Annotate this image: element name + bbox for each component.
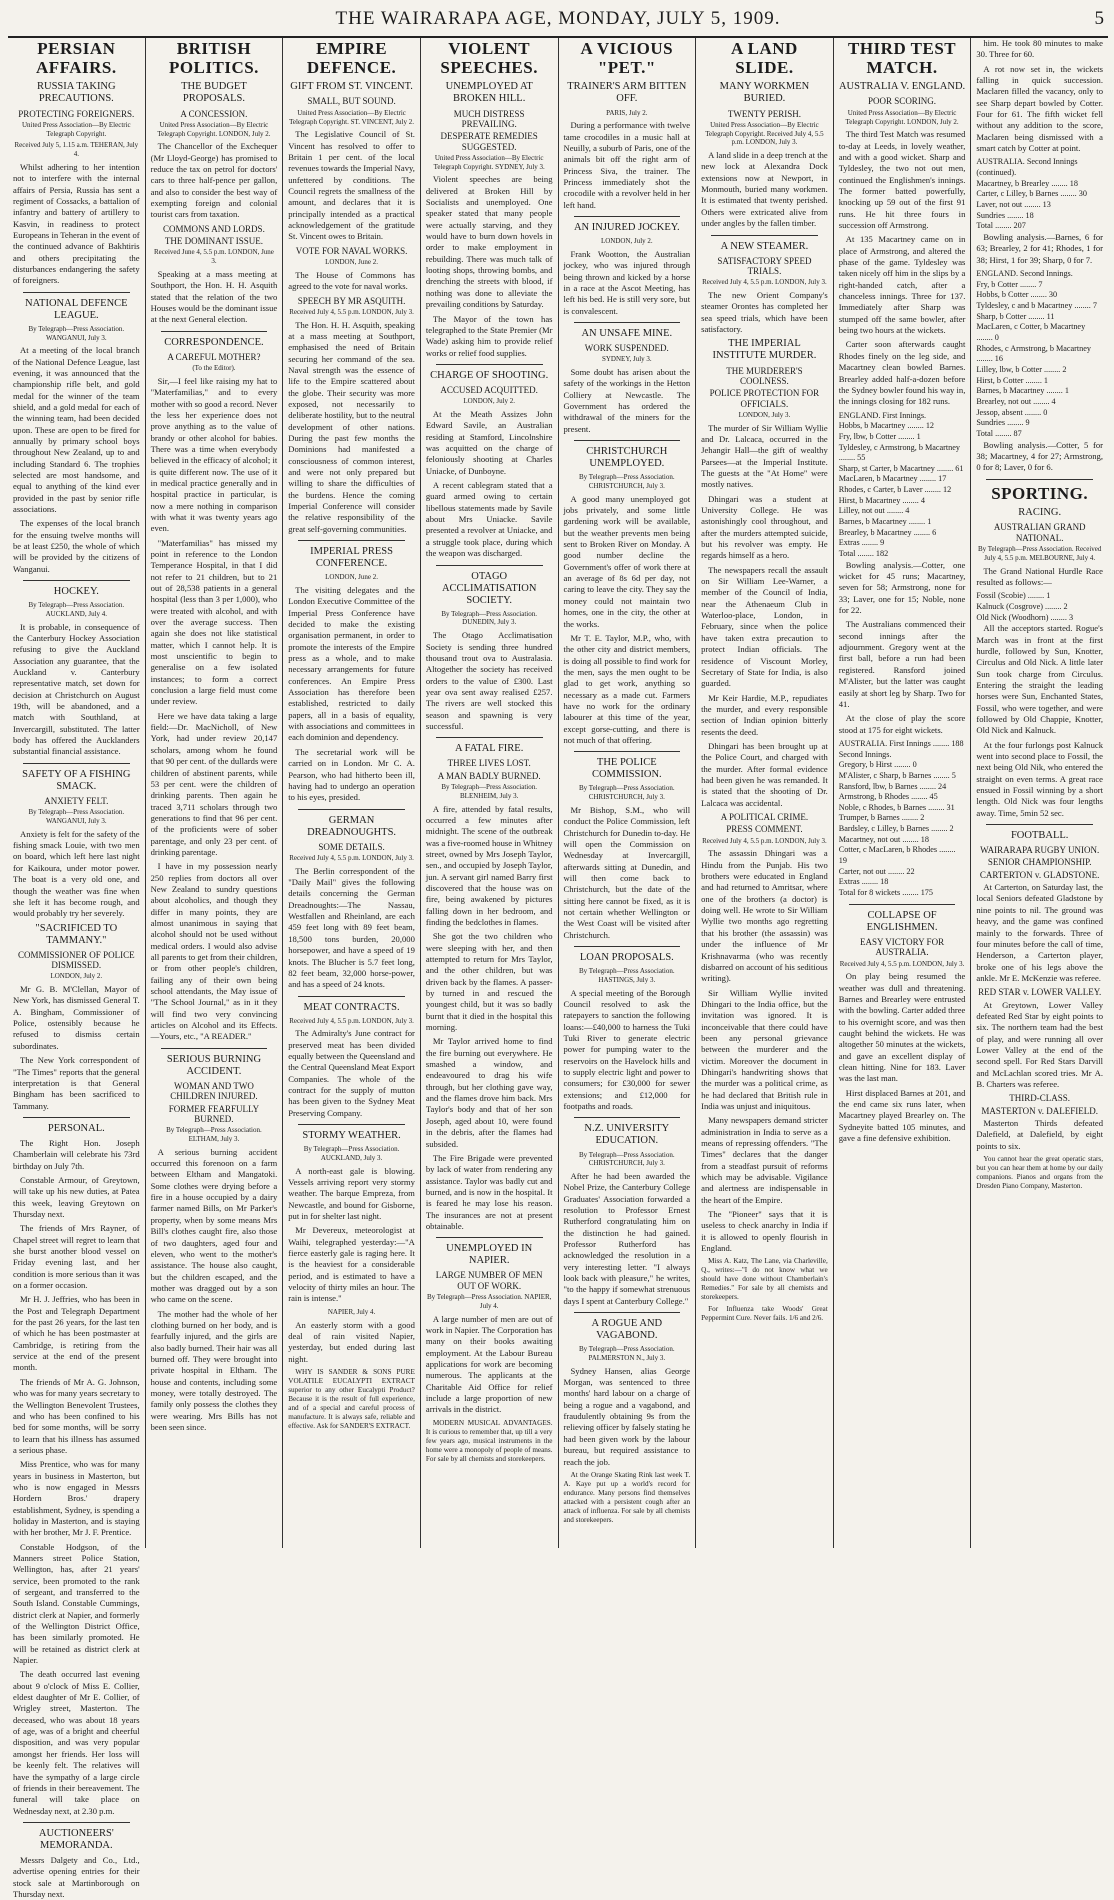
score-line: Lilley, not out ........ 4 <box>838 506 910 516</box>
article-paragraph: The Admiralty's June contract for preserved meat has been divided equally between the Queensland and the Central Queensland Meat Export Companies. The whole of the contract for the supply of mutton has been given to the Sydney Meat Preserving Company. <box>288 1028 415 1118</box>
column-rule <box>574 440 681 441</box>
article-subheading: ACCUSED ACQUITTED. <box>440 384 538 395</box>
article-paragraph: A land slide in a deep trench at the new lock at Alexandra Dock extensions now at Newport, in Monmouth, buried many workmen. It is estimated that twenty perished. Others were extricated alive from under angles by the fallen timber. <box>701 150 828 229</box>
article-paragraph: The Otago Acclimatisation Society is sending three hundred thousand trout ova to Australasia. Altogether the society has received orders to the value of £300. Last year ova sent away realised £257. The rivers are well stocked this season and spawning is very successful. <box>425 630 553 731</box>
score-line: Macartney, not out ........ 18 <box>838 834 929 844</box>
article-paragraph: The Grand National Hurdle Race resulted as follows:— <box>976 565 1103 587</box>
article-paragraph: The "Pioneer" says that it is useless to check anarchy in India if it is allowed to openly flourish in England. <box>701 1209 828 1254</box>
article-paragraph: Carter soon afterwards caught Rhodes finely on the leg side, and Macartney clean bowled Barnes. Brearley added half-a-dozen before the Sydney bowler found his way in, the innings closing for 182 runs. <box>838 339 966 407</box>
article-paragraph: A recent cablegram stated that a guard armed owing to certain libellous statements made by Savile about Mrs Uniacke. Savile presented a revolver at Uniacke, and a struggle took place, during which the weapon was discharged. <box>425 480 553 559</box>
article-subheading: MASTERTON v. DALEFIELD. <box>981 1105 1099 1116</box>
article-subheading: WORK SUSPENDED. <box>584 342 669 353</box>
article-headline: LOAN PROPOSALS. <box>579 952 674 964</box>
article-subheading: FORMER FEARFULLY BURNED. <box>168 1103 260 1124</box>
column-rule <box>711 235 818 236</box>
column-6 <box>696 38 834 1548</box>
article-paragraph: The Chancellor of the Exchequer (Mr Lloyd-George) has promised to reduce the tax on petrol for doctors' cars to three half-pence per gallon, and also to consider the best way of exempting foreign and colonial tourist cars from taxation. <box>150 141 278 220</box>
dateline: LONDON, June 2. <box>325 573 378 582</box>
score-line: Sundries ........ 18 <box>976 210 1034 220</box>
article-paragraph: The secretarial work will be carried on in London. Mr C. A. Pearson, who had hitherto been ill, having had to undergo an operation to his eyes, presided. <box>288 746 415 803</box>
advertisement-text: MODERN MUSICAL ADVANTAGES. It is curious to remember that, up till a very few years ago, musical instruments in the home were a monopoly of people of means. For sale by all chemists and storekeepers. <box>425 1418 553 1463</box>
dateline: NAPIER, July 4. <box>327 1307 376 1316</box>
column-rule <box>574 322 681 323</box>
score-line: Gregory, b Hirst ........ 0 <box>838 760 917 770</box>
article-paragraph: Bowling analysis.—Cotter, one wicket for 45 runs; Macartney, seven for 58; Armstrong, none for 33; Laver, one for 15; Noble, none for 22. <box>838 559 966 616</box>
column-rule <box>436 737 543 738</box>
score-line: Total ........ 87 <box>976 428 1022 438</box>
article-paragraph: The Australians commenced their second innings after the adjournment. Gregory went at the first ball, before a run had been registered. Ransford joined M'Alister, but the latter was caught easily at short leg by Sharp. Two for 41. <box>838 619 966 709</box>
article-subheading: WOMAN AND TWO CHILDREN INJURED. <box>170 1080 258 1102</box>
article-paragraph: Sir,—I feel like raising my hat to "Materfamilias," and to every mother with so good a record. Never the less her experience does not prove anything as to the value of brandy or other alcohol for babies. There was a time when everybody believed in the efficacy of alcohol; it is quite different now. The use of it in medical practice generally and in hospital practice in particular, is now a mere nothing in comparison with what it was twenty years ago even. <box>150 375 278 534</box>
article-headline: GIFT FROM ST. VINCENT. <box>290 81 413 93</box>
article-paragraph: At the Meath Assizes John Edward Savile, an Australian residing at Stamford, Lincolnshire was acquitted on the charge of feloniously shooting at Charles Uniacke, of Dunboyne. <box>425 409 553 476</box>
article-headline: AN INJURED JOCKEY. <box>573 222 680 233</box>
masthead <box>8 6 1108 38</box>
score-line: Macartney, b Brearley ........ 18 <box>976 178 1078 188</box>
article-subheading: DESPERATE REMEDIES SUGGESTED. <box>440 131 538 152</box>
article-subheading: POOR SCORING. <box>868 96 937 107</box>
article-paragraph: The assassin Dhingari was a Hindu from the Punjab. His two brothers were educated in England and had returned to Amritsar, where one of the brothers (a doctor) is doing well. He wrote to Sir William Wyllie two months ago regretting that his brother (the assassin) was under the influence of Mr Krishnavarma (who was recently disbarred on account of his seditious writing). <box>701 848 828 984</box>
dateline: By Telegraph—Press Association. DUNEDIN, July 3. <box>441 609 537 627</box>
column-rule <box>574 1117 681 1118</box>
article-subheading: SMALL, BUT SOUND. <box>307 96 396 107</box>
score-line: Extras ........ 9 <box>838 538 885 548</box>
score-line: Barnes, b Macartney ........ 1 <box>976 386 1069 396</box>
article-paragraph: Messrs Dalgety and Co., Ltd., advertise opening entries for their stock sale at Martinborough on Thursday next. <box>13 1855 140 1900</box>
article-paragraph: Constable Armour, of Greytown, will take up his new duties, at Patea this week, leaving Greytown on Thursday next. <box>13 1174 140 1219</box>
article-headline: A ROGUE AND VAGABOND. <box>591 1318 663 1342</box>
article-paragraph: Mr G. B. M'Clellan, Mayor of New York, has dismissed General T. A. Bingham, Commissioner of Police, ostensibly because he refused to dismiss certain subordinates. <box>13 984 140 1051</box>
article-headline: A NEW STEAMER. <box>720 240 809 252</box>
article-subheading: PRESS COMMENT. <box>726 824 803 835</box>
article-subheading: A CONCESSION. <box>180 108 248 119</box>
article-paragraph: Many newspapers demand stricter administration in India to serve as a means of repressing offenders. "The Times" declares that the danger from a steadfast pursuit of reforms which may be advisable. Vigilance and alertness are indispensable in the heart of the Empire. <box>701 1115 828 1205</box>
score-line: Trumper, b Barnes ........ 2 <box>838 813 925 823</box>
score-line: Second Innings. <box>838 749 892 759</box>
article-paragraph: The expenses of the local branch for the ensuing twelve months will be at least £250, the whole of which will be provided by the citizens of Wanganui. <box>13 518 140 574</box>
article-paragraph: Mr T. E. Taylor, M.P., who, with the other city and district members, is doing all possible to find work for the men, says the men ought to be glad to get work, anything so necessary as a made cut. Farmers have no work for the ordinary labourer at this time of the year, except gorse-cutting, and there is not much of that offering. <box>563 632 691 745</box>
score-line: Hirst, b Cotter ........ 1 <box>976 375 1049 385</box>
article-subheading: VOTE FOR NAVAL WORKS. <box>295 245 408 256</box>
score-line: AUSTRALIA. Second Innings (continued). <box>976 157 1078 178</box>
section-headline: PERSIAN AFFAIRS. <box>35 39 117 77</box>
article-paragraph: Mr Taylor arrived home to find the fire burning out everywhere. He smashed a window, and endeavoured to drag his wife through, but her clothing gave way, and the flames drove him back. Mrs Taylor's body and that of her son Joseph, aged about 10, were found in the debris, after the flames had subsided. <box>425 1036 553 1149</box>
section-headline: SPORTING. <box>991 483 1089 503</box>
score-line: Kalnuck (Cosgrove) ........ 2 <box>976 601 1068 611</box>
article-paragraph: The Hon. H. H. Asquith, speaking at a mass meeting at Southport, emphasised the need of Britain securing her command of the sea. Naval strength was the essence of life to the Empire scattered about the globe. Their security was more exposed, not necessarily to deliberate hostility, but to the neutral development of other nations. During the past few months the Dominions had manifested a consciousness of common interest, and were not only prepared but willing to share the difficulties of the burdens. Hence the coming Imperial Conference will consider the relative responsibility of the great self-governing communities. <box>288 319 415 534</box>
article-headline: MEAT CONTRACTS. <box>303 1001 400 1013</box>
article-paragraph: The newspapers recall the assault on Sir William Lee-Warner, a member of the Council of India, near the Athenaeum Club in Waterloo-place, London, in February, since when the police have taken extra precaution to protect Indian officials. The residence of Viscount Morley, Secretary of State for India, is also guarded. <box>701 564 828 689</box>
article-paragraph: The New York correspondent of "The Times" reports that the general interpretation is that General Bingham has been sacrificed to Tammany. <box>13 1055 140 1111</box>
article-paragraph: The Legislative Council of St. Vincent has resolved to offer to Britain 1 per cent. of the local revenues towards the Imperial Navy, unfettered by conditions. The Council regrets the smallness of the amount, and declares that it is principally intended as a practical acknowledgement of the gratitude St. Vincent owes to Britain. <box>288 129 415 242</box>
article-subheading: THREE LIVES LOST. <box>447 758 531 769</box>
article-paragraph: Whilst adhering to her intention not to interfere with the internal affairs of Persia, Russia has sent a regiment of Cossacks, a battalion of infantry and battery of artillery to Kasvin, in readiness to protect Europeans in Teheran in the event of the continued advance of Bakhtiris and others precipitating the disturbances endangering the safety of foreigners. <box>13 161 140 286</box>
column-rule <box>23 1117 130 1118</box>
score-line: Lilley, lbw, b Cotter ........ 2 <box>976 364 1067 374</box>
article-paragraph: The Fire Brigade were prevented by lack of water from rendering any assistance. Taylor was badly cut and burned, and is now in the hospital. It is feared he may lose his reason. The insurances are not at present obtainable. <box>425 1152 553 1231</box>
article-paragraph: Frank Wootton, the Australian jockey, who was injured through being thrown and kicked by a horse in a race at the Ascot Meeting, has left his bed. He is still very sore, but is convalescent. <box>563 248 691 316</box>
score-line: Carter, not out ........ 22 <box>838 866 915 876</box>
article-paragraph: The Berlin correspondent of the "Daily Mail" gives the following details concerning the German Dreadnoughts:—The Nassau, Westfallen and Rheinland, are each 459 feet long with 89 feet beam, 18,500 tons burden, 20,000 horsepower, and have a speed of 19 knots. The Blucher is 5.7 feet long, 82 feet beam, 32,000 horse-power, and has a speed of 24 knots. <box>288 865 415 990</box>
dateline: By Telegraph—Press Association. NAPIER, July 4. <box>426 1293 552 1310</box>
dateline: Received June 4, 5.5 p.m. LONDON, June 3. <box>153 248 274 266</box>
article-headline: SAFETY OF A FISHING SMACK. <box>22 768 131 792</box>
article-paragraph: I have in my possession nearly 250 replies from doctors all over New Zealand to sundry questions about alcoholics, and though they differ in many points, they are almost unanimous in saying that alcohol should not be used without medical orders. I would also advise all parents to get from their children, or from other people's children, failing any of their own being school attendants, the May issue of "The School Journal," as in it they will find two very convincing articles on Alcohol and its Effects.—Yours, etc., "A READER." <box>150 861 278 1042</box>
article-headline: GERMAN DREADNOUGHTS. <box>307 814 397 838</box>
article-subheading: RED STAR v. LOWER VALLEY. <box>978 987 1102 998</box>
column-rule <box>298 996 405 997</box>
article-headline: NATIONAL DEFENCE LEAGUE. <box>25 297 128 321</box>
score-line: Brearley, not out ........ 4 <box>976 396 1056 406</box>
score-line: Total ........ 207 <box>976 221 1026 231</box>
column-8 <box>971 38 1108 1548</box>
article-headline: SERIOUS BURNING ACCIDENT. <box>166 1053 262 1077</box>
article-paragraph: Dhingari was a student at University College. He was astonishingly cool throughout, and after the murders attempted suicide, but his revolver was empty. He regards himself as a hero. <box>701 493 828 561</box>
article-headline: AUSTRALIA V. ENGLAND. <box>838 81 966 93</box>
advertisement-text: At the Orange Skating Rink last week T. A. Kaye put up a world's record for endurance. Many persons find themselves attacked with a persistent cough after an attack of influenza. For sale by all chemists and storekeepers. <box>563 1470 691 1524</box>
dateline: Received July 5, 1.15 a.m. TEHERAN, July 4. <box>14 141 139 159</box>
column-2 <box>146 38 284 1548</box>
article-paragraph: Mr H. J. Jeffries, who has been in the Post and Telegraph Department for the past 26 years, for the last ten of which he has been postmaster at Cambridge, is retiring from the service at the end of the present month. <box>13 1294 140 1373</box>
article-paragraph: Bowling analysis.—Barnes, 6 for 63; Brearley, 2 for 41; Rhodes, 1 for 38; Hirst, 1 for 39; Sharp, 0 for 7. <box>976 232 1103 265</box>
article-paragraph: After he had been awarded the Nobel Prize, the Canterbury College Graduates' Association forwarded a resolution to Professor Ernest Rutherford congratulating him on the distinction he had gained. Professor Rutherford has acknowledged the resolution in a very interesting letter. "I always look back with pleasure," he writes, "to the happy if somewhat strenuous days I spent at Canterbury College." <box>563 1171 691 1306</box>
score-line: Jessop, absent ........ 0 <box>976 407 1048 417</box>
score-line: Sundries ........ 9 <box>976 418 1030 428</box>
article-paragraph: "Materfamilias" has missed my point in reference to the London Temperance Hospital, in that I did not refer to 21 children, but to 21 out of 28,538 patients in a general hospital (less than 3 per 1,000), who were treated with alcohol, and with over the average success. Then again she does not like statistical matter, which I cannot help. It is most unscientific to begin to generalise on a few isolated instances; to form a correct conclusion a large field must come under review. <box>150 537 278 707</box>
score-line: MacLaren, c Cotter, b Macartney ........ 0 <box>976 322 1086 342</box>
dateline: LONDON, July 2. <box>463 397 516 406</box>
article-paragraph: Sydney Hansen, alias George Morgan, was sentenced to three months' hard labour on a charge of being a rogue and a vagabond, and fraudulently obtaining 9s from the relieving officer by falsely stating he had been given work by the labour bureau, but required assistance to reach the job. <box>563 1365 691 1467</box>
dateline: By Telegraph—Press Association. PALMERSTON N., July 3. <box>579 1345 675 1362</box>
dateline: By Telegraph—Press Association. Received July 4, 5.5 p.m. MELBOURNE, July 4. <box>977 545 1102 562</box>
dateline: United Press Association—By Electric Telegraph Copyright. Received July 4, 5.5 p.m. LONDON, July 3. <box>705 120 824 147</box>
score-line: Extras ........ 18 <box>838 877 889 887</box>
article-paragraph: A good many unemployed got jobs privately, and some little gardening work will be available, but the weather prevents men being sent to Broken River on Monday. A good number decline the Government's offer of work there at an average of 8s 6d per day, not caring to leave the city. They say the money could not maintain two homes, one in the city, the other at the works. <box>563 493 691 629</box>
article-headline: N.Z. UNIVERSITY EDUCATION. <box>584 1123 670 1147</box>
score-line: M'Alister, c Sharp, b Barnes ........ 5 <box>838 770 956 780</box>
article-paragraph: Here we have data taking a large field:—Dr. MacNicholl, of New York, had under review 20,147 scholars, among whom he found that 90 per cent. of the dullards were children of abstinent parents, while 53 per cent. were the children of drinking parents. Then again he traced 3,711 scholars through two generations to find that 96 per cent. of the proficients were of sober parentage, and only 23 per cent. of drinking parentage. <box>150 710 278 857</box>
column-rule <box>298 809 405 810</box>
article-paragraph: The friends of Mr A. G. Johnson, who was for many years secretary to the Wellington Benevolent Trustees, and who has been confined to his bed for some months, will be sorry to learn that his illness has assumed a serious phase. <box>13 1376 140 1455</box>
column-rule <box>574 216 681 217</box>
advertisement-text: For Influenza take Woods' Great Peppermint Cure. Never fails. 1/6 and 2/6. <box>701 1305 828 1323</box>
column-rule <box>23 763 130 764</box>
article-subheading: COMMONS AND LORDS. <box>163 223 265 234</box>
article-subheading: A CAREFUL MOTHER? <box>167 351 261 362</box>
score-line: Old Nick (Woodhorn) ........ 3 <box>976 612 1074 622</box>
article-paragraph: The House of Commons has agreed to the vote for naval works. <box>288 269 415 292</box>
article-paragraph: At Carterton, on Saturday last, the local Seniors defeated Gladstone by nine points to nil. The ground was heavy, and the game was confined mainly to the forwards. Three of four minutes before the call of time, Henderson, a Carterton player, broke one of his legs above the ankle. Mr E. McKenzie was referee. <box>976 882 1103 983</box>
advertisement-text: WHY IS SANDER & SONS PURE VOLATILE EUCALYPTI EXTRACT superior to any other Eucalypti Product? Because it is the result of full experience, and of a special and careful process of manufacture. It is always safe, reliable and effective. Ask for SANDER'S EXTRACT. <box>288 1367 415 1430</box>
article-paragraph: A fire, attended by fatal results, occurred a few minutes after midnight. The scene of the outbreak was a five-roomed house in Whitney street, owned by Mrs Joseph Taylor, sen., and occupied by Joseph Taylor, jun. A servant girl named Barry first discovered that the house was on fire, being awakened by pictures falling down in her bedroom, and finding the bedclothes in flames. <box>425 803 553 927</box>
article-subheading: TWENTY PERISH. <box>727 108 802 119</box>
score-line: ENGLAND. Second Innings. <box>976 269 1073 279</box>
article-headline: FOOTBALL. <box>1010 830 1069 842</box>
article-headline: CHRISTCHURCH UNEMPLOYED. <box>586 446 668 470</box>
page-number: 5 <box>1094 8 1104 29</box>
article-subheading: COMMISSIONER OF POLICE DISMISSED. <box>18 949 135 970</box>
article-headline: "SACRIFICED TO TAMMANY." <box>35 922 118 946</box>
article-paragraph: The new Orient Company's steamer Orontes has completed her sea speed trials, which have been satisfactory. <box>701 290 828 335</box>
article-paragraph: The murder of Sir William Wyllie and Dr. Lalcaca, occurred in the Jehangir Hall—the gift of wealthy Parsees—at the Imperial Institute. The guests at the "At Home" were mostly natives. <box>701 422 828 490</box>
score-line: Rhodes, c Armstrong, b Macartney ........ 16 <box>976 343 1091 364</box>
column-rule <box>298 540 405 541</box>
column-1 <box>8 38 146 1900</box>
article-paragraph: Masterton Thirds defeated Dalefield, at Dalefield, by eight points to six. <box>976 1118 1103 1151</box>
dateline: United Press Association—By Electric Telegraph Copyright. LONDON, July 2. <box>845 108 959 126</box>
score-line: Bardsley, c Lilley, b Barnes ........ 2 <box>838 824 954 834</box>
dateline: United Press Association—By Electric Telegraph Copyright. SYDNEY, July 3. <box>433 153 545 171</box>
score-line: Ransford, lbw, b Barnes ........ 24 <box>838 781 947 791</box>
article-headline: TRAINER'S ARM BITTEN OFF. <box>567 81 687 105</box>
dateline: SYDNEY, July 3. <box>601 355 652 364</box>
article-paragraph: Mr Keir Hardie, M.P., repudiates the murder, and every responsible section of Indian opinion bitterly resents the deed. <box>701 692 828 737</box>
column-4 <box>421 38 559 1548</box>
article-headline: RUSSIA TAKING PRECAUTIONS. <box>37 81 116 105</box>
dateline: By Telegraph—Press Association. CHRISTCHURCH, July 3. <box>579 473 675 490</box>
dateline: Received July 4, 5.5 p.m. LONDON, July 3. <box>289 1016 414 1025</box>
score-line: Laver, not out ........ 13 <box>976 200 1051 210</box>
masthead-title: THE WAIRARAPA AGE, MONDAY, JULY 5, 1909. <box>335 8 781 29</box>
article-paragraph: During a performance with twelve tame crocodiles in a music hall at Neuilly, a suburb of Paris, one of the animals bit off the right arm of Princess Siva, the trainer. The Princess immediately shot the crocodile with a revolver held in her left hand. <box>563 120 691 210</box>
score-line: Fry, b Cotter ........ 7 <box>976 279 1043 289</box>
score-line: MacLaren, b Macartney ........ 17 <box>838 474 947 484</box>
column-rule <box>23 1822 130 1823</box>
section-headline: EMPIRE DEFENCE. <box>306 39 397 77</box>
article-paragraph: A large number of men are out of work in Napier. The Corporation has many on their books awaiting employment. At the Labour Bureau applications for work are becoming numerous. The applicants at the Charitable Aid Office for relief include a large proportion of new arrivals in the district. <box>425 1313 553 1415</box>
article-headline: RACING. <box>1018 507 1062 519</box>
dateline: (To the Editor). <box>192 364 236 373</box>
article-paragraph: All the acceptors started. Rogue's March was in front at the first hurdle, followed by Sun, Knotter, Circulus and Old Nick. A little later Sun took charge from Circulus. Entering the straight the leading horses were Sun, Enchanted States, Fossil, who were together, and were followed by Old Chappie, Knotter, Old Nick and Kalnuck. <box>976 623 1103 736</box>
advertisement-text: You cannot hear the great operatic stars, but you can hear them at home by our daily companions. Pianos and organs from the Dresden Piano Company, Masterton. <box>976 1155 1103 1191</box>
article-subheading: THIRD-CLASS. <box>1009 1093 1071 1104</box>
article-headline: MANY WORKMEN BURIED. <box>719 81 810 105</box>
article-paragraph: A rot now set in, the wickets falling in quick succession. Maclaren filled the vacancy, only to see Sharp depart bowled by Cotter. Four for 61. The fifth wicket fell without any addition to the score, Maclaren being dismissed with a smart catch by Cotter at point. <box>976 63 1103 154</box>
score-line: Tyldesley, c and b Macartney ........ 7 <box>976 301 1097 311</box>
score-line: Rhodes, c Carter, b Laver ........ 12 <box>838 485 952 495</box>
score-line: Total ........ 182 <box>838 549 889 559</box>
article-paragraph: The Right Hon. Joseph Chamberlain will celebrate his 73rd birthday on July 7th. <box>13 1137 140 1171</box>
article-paragraph: Speaking at a mass meeting at Southport, the Hon. H. H. Asquith stated that the relation of the two Houses would be the dominant issue at the next General election. <box>150 268 278 325</box>
column-rule <box>298 1124 405 1125</box>
article-subheading: AUSTRALIAN GRAND NATIONAL. <box>993 522 1086 543</box>
article-headline: OTAGO ACCLIMATISATION SOCIETY. <box>441 570 537 606</box>
article-headline: UNEMPLOYED IN NAPIER. <box>446 1243 533 1267</box>
column-rule <box>574 946 681 947</box>
dateline: By Telegraph—Press Association. CHRISTCHURCH, July 3. <box>579 784 675 802</box>
dateline: By Telegraph—Press Association. ELTHAM, July 3. <box>166 1126 262 1143</box>
article-paragraph: It is probable, in consequence of the Canterbury Hockey Association refusing to give the Auckland Association any guarantee, that the Auckland v. Canterbury representative match, set down for decision at Christchurch on August 19th, will be abandoned, and a match with Southland, at Invercargill, substituted. The latter body has offered the Aucklanders substantial financial assistance. <box>13 621 140 757</box>
article-subheading: PROTECTING FOREIGNERS. <box>18 108 135 119</box>
column-rule <box>161 331 268 332</box>
article-paragraph: At 135 Macartney came on in place of Armstrong, and altered the phase of the game. Tyldesley was taken nicely off him in the slips by a right-handed catch, after a chanceless innings. Three for 137. Immediately after Sharp was stumped off the same bowler, after being two hours at the wickets. <box>838 234 966 336</box>
dateline: By Telegraph—Press Association. BLENHEIM, July 3. <box>441 783 537 800</box>
article-paragraph: She got the two children who were sleeping with her, and then attempted to return for Mrs Taylor, and the other children, but was driven back by the flames. A passer-by turned in and rescued the youngest child, but it was so badly burnt that it died in the hospital this morning. <box>425 931 553 1033</box>
dateline: United Press Association—By Electric Telegraph Copyright. <box>21 120 131 138</box>
column-7 <box>834 38 972 1548</box>
score-line: Total for 8 wickets ........ 175 <box>838 888 933 898</box>
dateline: Received July 4, 5.5 p.m. LONDON, July 3. <box>702 836 827 845</box>
article-paragraph: At a meeting of the local branch of the National Defence League, last evening, it was announced that the championship rifle belt, and gold medal for the winner of the team shield, and a gold medal for each of the winning team, had been decided upon. These are open to be fired for annually by primary school boys throughout New Zealand, up to and including Standard 6. The trophies selected are most handsome, and equal to anything of the kind ever provided in the past by senior rifle associations. <box>13 345 140 515</box>
section-headline: BRITISH POLITICS. <box>168 39 259 77</box>
section-headline: A VICIOUS "PET." <box>580 39 674 77</box>
article-subheading: SPEECH BY MR ASQUITH. <box>297 295 406 306</box>
dateline: LONDON, July 3. <box>738 410 791 419</box>
score-line: Hirst, b Macartney ........ 4 <box>838 495 925 505</box>
score-line: Barnes, b Macartney ........ 1 <box>838 517 932 527</box>
advertisement-text: Miss A. Katz, The Lane, via Charleville, Q., writes:—"I do not know what we should have done without Chamberlain's Remedies." For sale by all chemists and storekeepers. <box>701 1257 828 1302</box>
column-5 <box>559 38 697 1548</box>
article-paragraph: An easterly storm with a good deal of rain visited Napier, yesterday, but ended during last night. <box>288 1319 415 1364</box>
article-paragraph: Anxiety is felt for the safety of the fishing smack Louie, with two men on board, which left here last night for Kaikoura, under motor power. The boat is a very old one, and though the weather was fine when she left it has become rough, and would probably try her severely. <box>13 828 140 919</box>
article-subheading: WAIRARAPA RUGBY UNION. <box>980 845 1100 856</box>
article-subheading: A MAN BADLY BURNED. <box>437 770 541 781</box>
column-rule <box>574 1312 681 1313</box>
article-paragraph: At the four furlongs post Kalnuck went into second place to Fossil, the next being Old Nik, who entered the straight on even terms. A great race ensued in Fossil winning by a short length. Old Nick was four lengths away. Time, 5min 52 sec. <box>976 739 1103 818</box>
article-headline: AUCTIONEERS' MEMORANDA. <box>38 1827 114 1851</box>
section-headline: THIRD TEST MATCH. <box>847 39 957 77</box>
score-line: Hobbs, b Macartney ........ 12 <box>838 421 935 431</box>
article-subheading: MUCH DISTRESS PREVAILING. <box>453 108 525 129</box>
dateline: United Press Association—By Electric Telegraph Copyright. LONDON, July 2. <box>157 120 271 138</box>
article-subheading: SATISFACTORY SPEED TRIALS. <box>717 255 812 276</box>
score-line: Sharp, b Cotter ........ 11 <box>976 311 1055 321</box>
article-headline: STORMY WEATHER. <box>302 1130 401 1142</box>
dateline: United Press Association—By Electric Telegraph Copyright. ST. VINCENT, July 2. <box>289 108 415 126</box>
column-rule <box>436 364 543 365</box>
article-subheading: THE MURDERER'S COOLNESS. <box>726 365 803 386</box>
column-rule <box>849 904 956 905</box>
article-paragraph: Dhingari has been brought up at the Police Court, and charged with the murder. After formal evidence had been given he was remanded. It is stated that the shooting of Dr. Lalcaca was accidental. <box>701 740 828 808</box>
dateline: LONDON, June 2. <box>325 258 378 267</box>
dateline: By Telegraph—Press Association. AUCKLAND, July 4. <box>28 601 125 618</box>
score-line: Hobbs, b Cotter ........ 30 <box>976 290 1058 300</box>
article-headline: CORRESPONDENCE. <box>164 336 264 348</box>
column-rule <box>574 751 681 752</box>
column-rule <box>161 1048 268 1049</box>
score-line: Sharp, st Carter, b Macartney ........ 61 <box>838 463 964 473</box>
dateline: By Telegraph—Press Association. AUCKLAND, July 3. <box>303 1145 400 1162</box>
article-headline: CHARGE OF SHOOTING. <box>430 369 549 381</box>
article-paragraph: The friends of Mrs Rayner, of Chapel street will regret to learn that she burst another blood vessel on Friday evening last, and her condition is more serious than it was on a former occasion. <box>13 1223 140 1291</box>
article-paragraph: Mr Devereux, meteorologist at Waihi, telegraphed yesterday:—"A fierce easterly gale is raging here. It is the heaviest for a considerable period, and is estimated to have a velocity of thirty miles an hour. The rain is intense." <box>288 1225 415 1304</box>
article-paragraph: A serious burning accident occurred this forenoon on a farm between Eltham and Mangatoki. Some clothes were drying before a fire in a house occupied by a dairy farmer named Bills, on Mr Parker's property, when by some means Mrs Bill's clothes caught fire, also those of two daughters, aged four and eleven, who went to the mother's assistance. The house also caught, but the children escaped, and the mother was dragged out by a son who came on the scene. <box>150 1146 278 1305</box>
section-headline: VIOLENT SPEECHES. <box>440 39 538 77</box>
article-paragraph: Hirst displaced Barnes at 201, and the end came six runs later, when Macartney played Brearley on. The Sydneyite batted 105 minutes, and gave a fine defensive exhibition. <box>838 1087 966 1144</box>
article-paragraph: The Mayor of the town has telegraphed to the State Premier (Mr Wade) asking him to provide relief works or relief food supplies. <box>425 313 553 358</box>
dateline: Received July 4, 5.5 p.m. LONDON, July 3. <box>289 307 414 316</box>
article-subheading: ANXIETY FELT. <box>44 795 109 806</box>
article-headline: AN UNSAFE MINE. <box>581 327 673 339</box>
score-line: Tyldesley, c Armstrong, b Macartney ........ 55 <box>838 442 960 463</box>
score-line: AUSTRALIA. First Innings ........ 188 <box>838 738 964 748</box>
dateline: By Telegraph—Press Association. WANGANUI, July 3. <box>28 808 125 826</box>
section-headline: A LAND SLIDE. <box>731 39 798 77</box>
article-paragraph: Bowling analysis.—Cotter, 5 for 38; Macartney, 4 for 27; Armstrong, 0 for 8; Laver, 0 for 6. <box>976 439 1103 473</box>
article-subheading: THE DOMINANT ISSUE. <box>164 236 263 247</box>
dateline: LONDON, July 2. <box>50 972 103 981</box>
article-subheading: LARGE NUMBER OF MEN OUT OF WORK. <box>435 1270 543 1291</box>
article-paragraph: Sir William Wyllie invited Dhingari to the India office, but the invitation was ignored. It is inconceivable that there could have been any personal grievance between the murderer and the victim. Moreover the document in Dhingari's handwriting shows that the murder was a political crime, as he had declared that British rule in India was unjust and iniquitous. <box>701 987 828 1111</box>
score-line: Noble, c Rhodes, b Barnes ........ 31 <box>838 802 955 812</box>
column-rule <box>23 292 130 293</box>
article-headline: UNEMPLOYED AT BROKEN HILL. <box>445 81 533 105</box>
article-headline: PERSONAL. <box>47 1122 105 1134</box>
column-rule <box>23 580 130 581</box>
score-line: Fry, lbw, b Cotter ........ 1 <box>838 431 921 441</box>
score-line: Fossil (Scobie) ........ 1 <box>976 591 1051 601</box>
article-paragraph: At the close of play the score stood at 175 for eight wickets. <box>838 713 966 735</box>
article-headline: HOCKEY. <box>53 586 99 598</box>
article-headline: THE BUDGET PROPOSALS. <box>181 81 247 105</box>
article-headline: THE IMPERIAL INSTITUTE MURDER. <box>712 338 817 362</box>
column-rule <box>986 479 1093 480</box>
score-line: Cotter, c MacLaren, b Rhodes ........ 19 <box>838 845 956 866</box>
article-paragraph: The visiting delegates and the London Executive Committee of the Imperial Press Conference have decided to make the existing organisation permanent, in order to promote the interests of the Empire press as a whole, and to make necessary arrangements for future conferences. An Empire Press Association has therefore been established, restricted to daily papers, all in a basis of equality, with associations and committees in each dominion and dependency. <box>288 585 415 743</box>
dateline: LONDON, July 2. <box>600 237 653 246</box>
column-rule <box>986 824 1093 825</box>
article-subheading: SENIOR CHAMPIONSHIP. <box>987 857 1092 868</box>
score-line: ENGLAND. First Innings. <box>838 410 927 420</box>
score-line: Armstrong, b Rhodes ........ 45 <box>838 792 938 802</box>
column-rule <box>436 565 543 566</box>
column-3 <box>283 38 421 1548</box>
dateline: Received July 4, 5.5 p.m. LONDON, July 3. <box>839 959 965 968</box>
article-paragraph: Mr Bishop, S.M., who will conduct the Police Commission, left Christchurch for Dunedin to-day. He will open the Commission on Wednesday at Invercargill, afterwards sitting at Dunedin, and will then come back to Christchurch, but the date of the sitting here cannot be fixed, as it is not certain whether Wellington or the West Coast will be visited after Christchurch. <box>563 804 691 940</box>
article-paragraph: Miss Prentice, who was for many years in business in Masterton, but who is now engaged in Messrs Hordern Bros.' drapery establishment, Sydney, is spending a holiday in Masterton, and is staying with her brother, Mr J. F. Prentice. <box>13 1459 140 1538</box>
dateline: Received July 4, 5.5 p.m. LONDON, July 3. <box>702 278 827 287</box>
article-subheading: POLICE PROTECTION FOR OFFICIALS. <box>709 388 820 409</box>
article-paragraph: At Greytown, Lower Valley defeated Red Star by eight points to six. The northern team had the best of play, and were running all over Lower Valley at the end of the second spell. For Red Stars Darvill and McLachlan scored tries. Mr A. B. Charters was referee. <box>976 999 1103 1089</box>
article-headline: A FATAL FIRE. <box>455 743 524 755</box>
article-columns <box>8 38 1108 1900</box>
score-line: Carter, c Lilley, b Barnes ........ 30 <box>976 189 1087 199</box>
score-line: Brearley, b Macartney ........ 6 <box>838 527 937 537</box>
article-paragraph: On play being resumed the weather was dull and threatening. Barnes and Brearley were entrusted with the bowling. Carter added three to his overnight score, and was then caught behind the wickets. He was altogether 50 minutes at the wickets, and gave an excellent display of clean hitting. Nine for 183. Laver was the last man. <box>838 971 966 1084</box>
article-paragraph: Some doubt has arisen about the safety of the workings in the Hetton Colliery at Newcastle. The Government has ordered the withdrawal of the miners for the present. <box>563 367 691 434</box>
article-paragraph: him. He took 80 minutes to make 30. Three for 60. <box>976 38 1103 60</box>
article-subheading: CARTERTON v. GLADSTONE. <box>979 869 1100 880</box>
column-rule <box>436 1237 543 1238</box>
article-headline: THE POLICE COMMISSION. <box>591 757 662 781</box>
article-paragraph: A north-east gale is blowing. Vessels arriving report very stormy weather. The barque Empreza, from Newcastle, and bound for Gisborne, put in for shelter last night. <box>288 1165 415 1222</box>
article-headline: COLLAPSE OF ENGLISHMEN. <box>866 909 938 933</box>
dateline: By Telegraph—Press Association. WANGANUI, July 3. <box>28 324 125 342</box>
dateline: Received July 4, 5.5 p.m. LONDON, July 3. <box>289 854 414 862</box>
article-paragraph: The third Test Match was resumed to-day at Leeds, in lovely weather, and with a good wicket. Sharp and Tyldesley, the two not out men, continued the Englishmen's innings. The former batted powerfully, knocking up 59 out of the first 91 runs. He hit three fours in succession off Armstrong. <box>838 129 966 231</box>
article-paragraph: Violent speeches are being delivered at Broken Hill by Socialists and unemployed. One speaker stated that many people were actually starving, and they would have to burn down hovels in order to make employment in rebuilding. There was much talk of looting shops, throwing bombs, and drenching the streets with blood, if nothing was done to alleviate the prevailing conditions by Saturday. <box>425 174 553 310</box>
article-paragraph: The death occurred last evening about 9 o'clock of Miss E. Collier, eldest daughter of Mr E. Collier, of Wrigley street, Masterton. The deceased, who was about 18 years of age, was of a bright and cheerful disposition, and was very popular amongst her friends. Her loss will be keenly felt. The relatives will have the sympathy of a large circle of friends in their bereavement. The funeral will take place on Wednesday next, at 2.30 p.m. <box>13 1669 140 1816</box>
article-paragraph: The mother had the whole of her clothing burned on her body, and is fearfully injured, and the girls are also badly burned. Their hair was all burned off. They were brought into private hospital in Eltham. The house and contents, including some money, were totally destroyed. The family only possess the clothes they were wearing. Mrs Bills has not been seen since. <box>150 1308 278 1432</box>
article-subheading: A POLITICAL CRIME. <box>720 811 809 822</box>
dateline: By Telegraph—Press Association. CHRISTCHURCH, July 3. <box>579 1150 675 1168</box>
dateline: By Telegraph—Press Association. HASTINGS, July 3. <box>579 967 675 984</box>
dateline: PARIS, July 2. <box>606 108 648 117</box>
article-paragraph: A special meeting of the Borough Council resolved to ask the ratepayers to sanction the following loans:—£40,000 to harness the Tuki Tuki River to generate electric power for pumping water to the reservoirs on the Havelock hills and to supply electric light and power to consumers; for £30,000 for sewer extensions; and £12,000 for footpaths and roads. <box>563 987 691 1112</box>
article-headline: IMPERIAL PRESS CONFERENCE. <box>310 546 393 570</box>
article-subheading: EASY VICTORY FOR AUSTRALIA. <box>860 936 945 958</box>
article-subheading: SOME DETAILS. <box>318 841 385 852</box>
article-paragraph: Constable Hodgson, of the Manners street Police Station, Wellington, has, after 21 years' service, been promoted to the rank of sergeant, and transferred to the South Island. Constable Cummings, district clerk at Napier, and formerly of the Wellington District Office, has been similarly promoted. He will be retained as district clerk at Napier. <box>13 1541 140 1666</box>
